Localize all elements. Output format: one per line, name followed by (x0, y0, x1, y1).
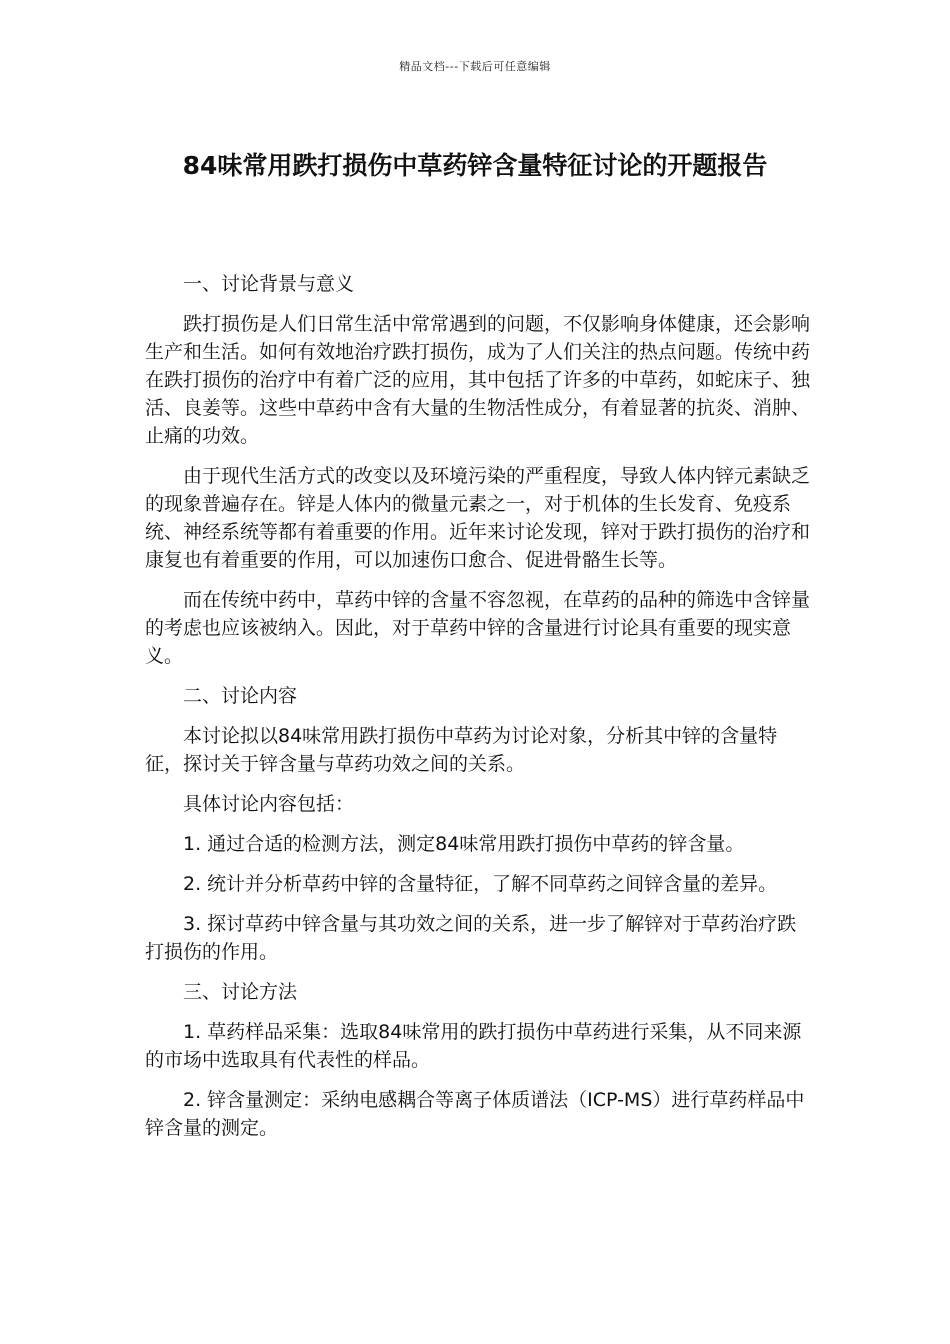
list-item: 1. 通过合适的检测方法，测定84味常用跌打损伤中草药的锌含量。 (183, 833, 745, 855)
page-header: 精品文档---下载后可任意编辑 (399, 60, 551, 73)
document-body (145, 270, 810, 1154)
document-title: 84味常用跌打损伤中草药锌含量特征讨论的开题报告 (182, 151, 768, 180)
paragraph: 跌打损伤是人们日常生活中常常遇到的问题，不仅影响身体健康，还会影响生产和生活。如何有效地治疗跌打损伤，成为了人们关注的热点问题。传统中药在跌打损伤的治疗中有着广泛的应用，其中包括了许多的中草药，如蛇床子、独活、良姜等。这些中草药中含有大量的生物活性成分，有着显著的抗炎、消肿、止痛的功效。 (145, 313, 811, 447)
section-heading-methods: 三、讨论方法 (183, 981, 298, 1003)
list-item: 3. 探讨草药中锌含量与其功效之间的关系，进一步了解锌对于草药治疗跌打损伤的作用。 (145, 913, 797, 963)
list-item: 2. 统计并分析草药中锌的含量特征，了解不同草药之间锌含量的差异。 (183, 873, 778, 895)
paragraph: 本讨论拟以84味常用跌打损伤中草药为讨论对象，分析其中锌的含量特征，探讨关于锌含量与草药功效之间的关系。 (145, 725, 778, 775)
section-heading-background: 一、讨论背景与意义 (183, 273, 355, 295)
section-heading-content: 二、讨论内容 (183, 685, 298, 707)
paragraph: 具体讨论内容包括： (183, 793, 355, 815)
paragraph: 而在传统中药中，草药中锌的含量不容忽视，在草药的品种的筛选中含锌量的考虑也应该被纳入。因此，对于草药中锌的含量进行讨论具有重要的现实意义。 (145, 589, 811, 667)
paragraph: 由于现代生活方式的改变以及环境污染的严重程度，导致人体内锌元素缺乏的现象普遍存在。锌是人体内的微量元素之一，对于机体的生长发育、免疫系统、神经系统等都有着重要的作用。近年来讨论发现，锌对于跌打损伤的治疗和康复也有着重要的作用，可以加速伤口愈合、促进骨骼生长等。 (145, 465, 811, 571)
list-item: 2. 锌含量测定：采纳电感耦合等离子体质谱法（ICP-MS）进行草药样品中锌含量的测定。 (145, 1089, 805, 1139)
list-item: 1. 草药样品采集：选取84味常用的跌打损伤中草药进行采集，从不同来源的市场中选取具有代表性的样品。 (145, 1021, 802, 1071)
